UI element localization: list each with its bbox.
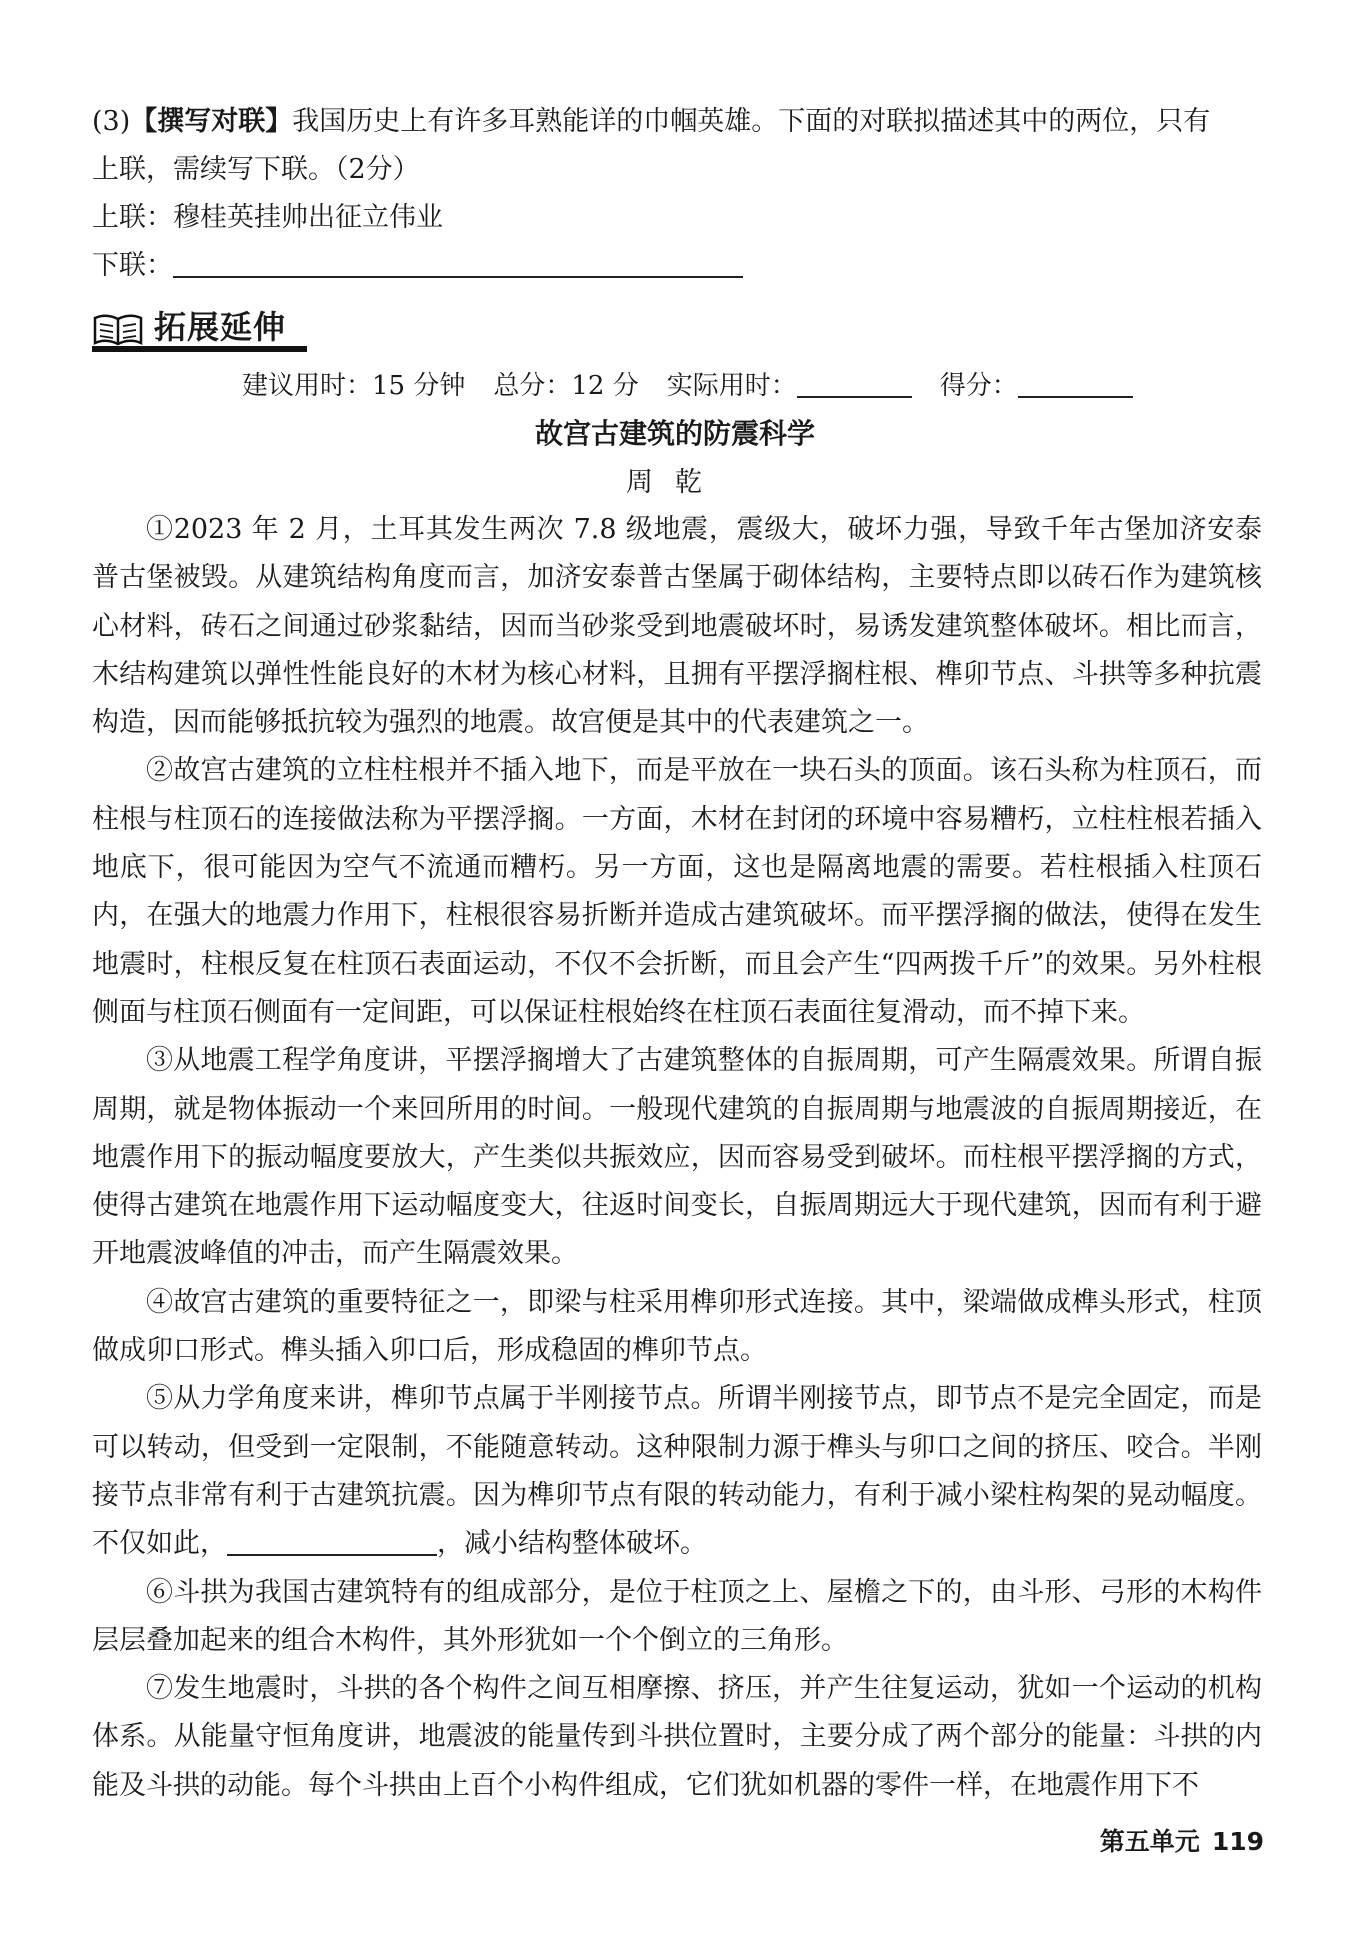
paragraph-5-part-1: ⑤从力学角度来讲，榫卯节点属于半刚接节点。所谓半刚接节点，即节点不是完全固定，而是可以转动，但受到一定限制，不能随意转动。这种限制力源于榫头与卯口之间的挤压、咬合。半刚接节点非常有利于古建筑抗震。因为榫卯节点有限的转动能力，有利于减小梁柱构架的晃动幅度。不仅如此，: [92, 1383, 1262, 1560]
question-3-line-1: [92, 98, 1262, 146]
total-score: 总分：12 分: [493, 371, 639, 401]
question-number: (3): [92, 106, 131, 137]
paragraph-2: ②故宫古建筑的立柱柱根并不插入地下，而是平放在一块石头的顶面。该石头称为柱顶石，而柱根与柱顶石的连接做法称为平摆浮搁。一方面，木材在封闭的环境中容易糟朽，立柱柱根若插入地底下，很可能因为空气不流通而糟朽。另一方面，这也是隔离地震的需要。若柱根插入柱顶石内，在强大的地震力作用下，柱根很容易折断并造成古建筑破坏。而平摆浮搁的做法，使得在发生地震时，柱根反复在柱顶石表面运动，不仅不会折断，而且会产生“四两拨千斤”的效果。另外柱根侧面与柱顶石侧面有一定间距，可以保证柱根始终在柱顶石表面往复滑动，而不掉下来。: [92, 755, 1262, 1028]
paragraph-5: [92, 1375, 1262, 1568]
question-3-line-2: [92, 146, 1262, 194]
score-blank[interactable]: [1018, 368, 1133, 398]
article-author: 周乾: [626, 467, 724, 498]
paragraph-4: ④故宫古建筑的重要特征之一，即梁与柱采用榫卯形式连接。其中，梁端做成榫头形式，柱顶做成卯口形式。榫头插入卯口后，形成稳固的榫卯节点。: [92, 1286, 1262, 1367]
lower-couplet-label: 下联：: [92, 250, 173, 281]
question-3: [92, 98, 1262, 290]
score-label: 得分：: [939, 371, 1018, 401]
paragraph-3: ③从地震工程学角度讲，平摆浮搁增大了古建筑整体的自振周期，可产生隔震效果。所谓自振周期，就是物体振动一个来回所用的时间。一般现代建筑的自振周期与地震波的自振周期接近，在地震作用下的振动幅度要放大，产生类似共振效应，因而容易受到破坏。而柱根平摆浮搁的方式，使得古建筑在地震作用下运动幅度变大，往返时间变长，自振周期远大于现代建筑，因而有利于避开地震波峰值的冲击，而产生隔震效果。: [92, 1045, 1262, 1270]
lower-couplet-answer-blank[interactable]: [173, 246, 743, 278]
lower-couplet: [92, 242, 1262, 290]
timing-line: [242, 364, 1142, 408]
paragraph-7: ⑦发生地震时，斗拱的各个构件之间互相摩擦、挤压，并产生往复运动，犹如一个运动的机构体系。从能量守恒角度讲，地震波的能量传到斗拱位置时，主要分成了两个部分的能量：斗拱的内能及斗拱的动能。每个斗拱由上百个小构件组成，它们犹如机器的零件一样，在地震作用下不: [92, 1673, 1262, 1801]
article-title: 故宫古建筑的防震科学: [534, 417, 815, 450]
article-body: [92, 506, 1262, 1810]
paragraph-1: ①2023 年 2 月，土耳其发生两次 7.8 级地震，震级大，破坏力强，导致千年古堡加济安泰普古堡被毁。从建筑结构角度而言，加济安泰普古堡属于砌体结构，主要特点即以砖石作为建筑核心材料，砖石之间通过砂浆黏结，因而当砂浆受到地震破坏时，易诱发建筑整体破坏。相比而言，木结构建筑以弹性性能良好的木材为核心材料，且拥有平摆浮搁柱根、榫卯节点、斗拱等多种抗震构造，因而能够抵抗较为强烈的地震。故宫便是其中的代表建筑之一。: [92, 514, 1262, 739]
question-prompt-2: 上联，需续写下联。（2分）: [92, 154, 420, 185]
actual-time-blank[interactable]: [797, 368, 912, 398]
paragraph-5-answer-blank[interactable]: [227, 1526, 437, 1556]
section-title: 拓展延伸: [154, 308, 287, 346]
actual-time-label: 实际用时：: [666, 371, 797, 401]
upper-couplet-text: 上联：穆桂英挂帅出征立伟业: [92, 202, 443, 233]
upper-couplet: [92, 194, 1262, 242]
section-header: [92, 304, 312, 350]
question-prompt-1: 我国历史上有许多耳熟能详的巾帼英雄。下面的对联拟描述其中的两位，只有: [292, 106, 1211, 137]
paragraph-5-part-2: ，减小结构整体破坏。: [437, 1528, 707, 1560]
question-tag: 【撰写对联】: [130, 106, 293, 137]
unit-label: 第五单元: [1099, 1827, 1200, 1856]
page-number: 119: [1211, 1827, 1264, 1856]
suggested-time: 建议用时：15 分钟: [242, 371, 466, 401]
page-footer: [1100, 1822, 1264, 1858]
paragraph-6: ⑥斗拱为我国古建筑特有的组成部分，是位于柱顶之上、屋檐之下的，由斗形、弓形的木构件层层叠加起来的组合木构件，其外形犹如一个个倒立的三角形。: [92, 1576, 1262, 1656]
open-book-icon: [92, 310, 144, 348]
section-underline: [92, 346, 307, 352]
